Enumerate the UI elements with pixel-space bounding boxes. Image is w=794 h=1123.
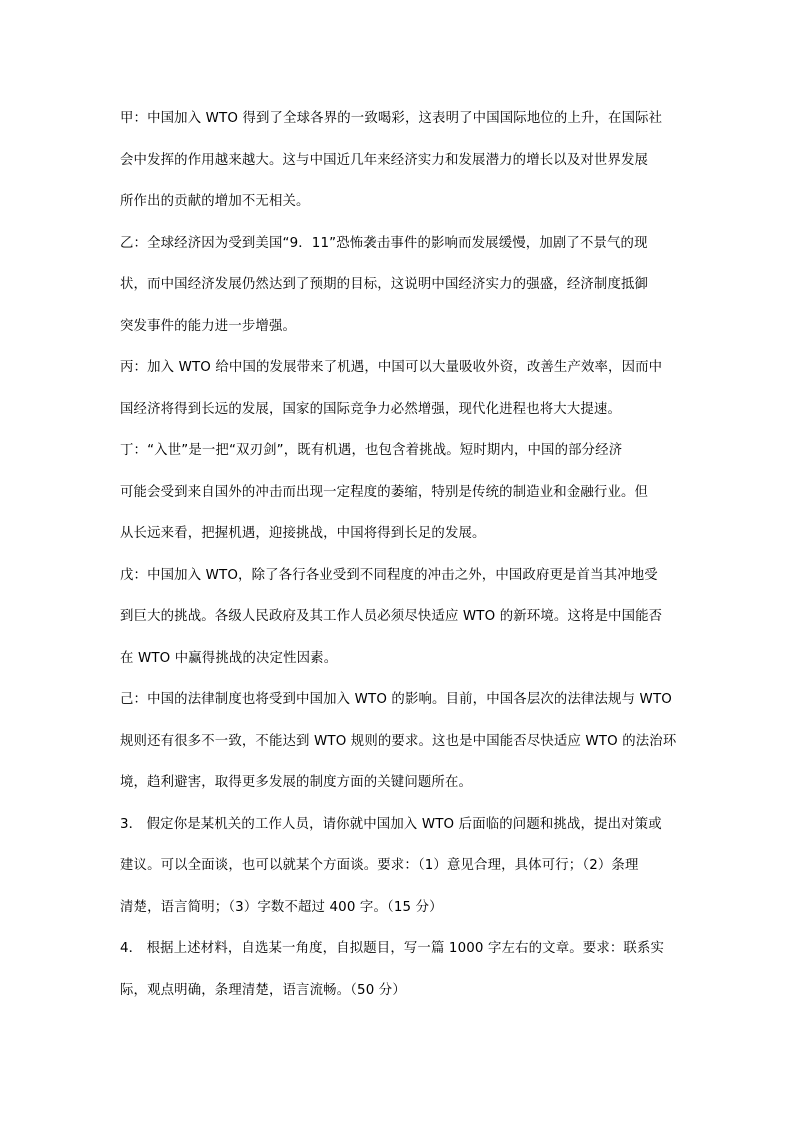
text-line: 甲：中国加入 WTO 得到了全球各界的一致喝彩，这表明了中国国际地位的上升，在国际社 xyxy=(120,111,663,126)
paragraph-jia xyxy=(120,98,674,223)
text-line: 己：中国的法律制度也将受到中国加入 WTO 的影响。目前，中国各层次的法律法规与 WTO xyxy=(120,692,672,707)
text-line: 清楚，语言简明；（3）字数不超过 400 字。（15 分） xyxy=(120,899,443,915)
text-line: 从长远来看，把握机遇，迎接挑战，中国将得到长足的发展。 xyxy=(120,526,486,541)
paragraph-ji xyxy=(120,679,677,804)
text-line: 建议。可以全面谈，也可以就某个方面谈。要求：（1）意见合理，具体可行；（2）条理 xyxy=(120,858,639,873)
text-line: 戊：中国加入 WTO，除了各行各业受到不同程度的冲击之外，中国政府更是首当其冲地受 xyxy=(120,567,658,583)
document-body xyxy=(120,98,677,1011)
text-line: 可能会受到来自国外的冲击而出现一定程度的萎缩，特别是传统的制造业和金融行业。但 xyxy=(120,484,649,500)
question-3 xyxy=(120,804,674,929)
text-line: 3． 假定你是某机关的工作人员，请你就中国加入 WTO 后面临的问题和挑战，提出对策或 xyxy=(120,816,662,832)
text-line: 会中发挥的作用越来越大。这与中国近几年来经济实力和发展潜力的增长以及对世界发展 xyxy=(120,152,649,168)
text-line: 在 WTO 中赢得挑战的决定性因素。 xyxy=(120,650,338,666)
text-line: 境，趋利避害，取得更多发展的制度方面的关键问题所在。 xyxy=(120,775,473,790)
text-line: 到巨大的挑战。各级人民政府及其工作人员必须尽快适应 WTO 的新环境。这将是中国能否 xyxy=(120,609,663,624)
paragraph-ding xyxy=(120,430,674,555)
text-line: 所作出的贡献的增加不无相关。 xyxy=(120,194,310,209)
text-line: 状，而中国经济发展仍然达到了预期的目标，这说明中国经济实力的强盛，经济制度抵御 xyxy=(120,277,649,292)
text-line: 丁：“入世”是一把“双刃剑”，既有机遇，也包含着挑战。短时期内，中国的部分经济 xyxy=(120,443,623,458)
text-line: 规则还有很多不一致，不能达到 WTO 规则的要求。这也是中国能否尽快适应 WTO 的法治环 xyxy=(120,733,677,749)
paragraph-yi xyxy=(120,223,674,348)
text-line: 际，观点明确，条理清楚，语言流畅。（50 分） xyxy=(120,982,406,998)
text-line: 国经济将得到长远的发展，国家的国际竞争力必然增强，现代化进程也将大大提速。 xyxy=(120,401,622,417)
text-line: 乙：全球经济因为受到美国“9．11”恐怖袭击事件的影响而发展缓慢，加剧了不景气的现 xyxy=(120,235,648,251)
paragraph-bing xyxy=(120,347,674,430)
text-line: 丙：加入 WTO 给中国的发展带来了机遇，中国可以大量吸收外资，改善生产效率，因而中 xyxy=(120,360,663,375)
text-line: 突发事件的能力进一步增强。 xyxy=(120,318,297,334)
paragraph-wu xyxy=(120,555,674,680)
text-line: 4． 根据上述材料，自选某一角度，自拟题目，写一篇 1000 字左右的文章。要求：联系实 xyxy=(120,941,665,956)
question-4 xyxy=(120,928,674,1011)
